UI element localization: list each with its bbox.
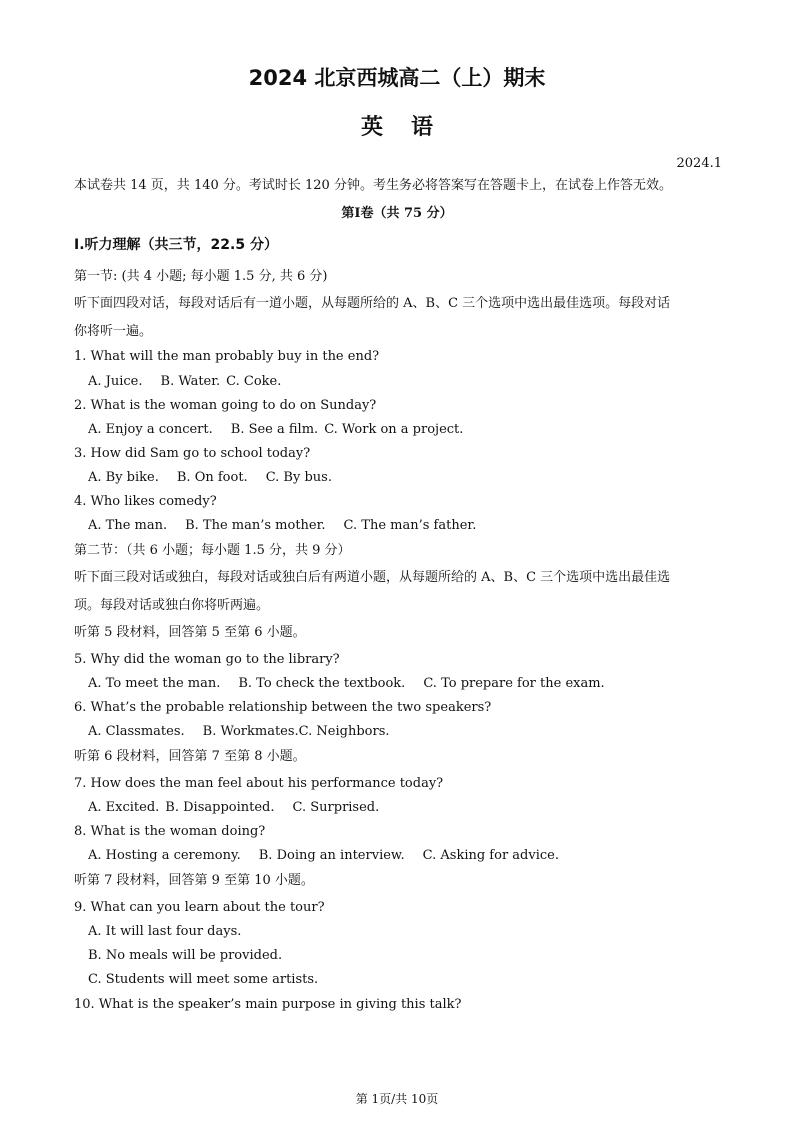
options-6: [88, 723, 390, 741]
option-b: B. Doing an interview.: [258, 848, 405, 863]
option-c: C. Work on a project.: [324, 422, 464, 437]
material-note-5: 听第 5 段材料，回答第 5 至第 6 小题。: [74, 625, 306, 640]
option-c: C. Neighbors.: [298, 724, 390, 739]
option-b: B. Workmates.: [202, 724, 299, 739]
part-title: 第Ⅰ卷（共 75 分）: [341, 206, 453, 221]
option-a: A. The man.: [88, 518, 168, 533]
section-title: Ⅰ.听力理解（共三节，22.5 分）: [74, 237, 278, 253]
option-b: B. No meals will be provided.: [88, 948, 283, 963]
exam-date: 2024.1: [676, 156, 722, 171]
question-3: 3. How did Sam go to school today?: [74, 446, 311, 461]
sub2-instruction-line1: 听下面三段对话或独白，每段对话或独白后有两道小题，从每题所给的 A、B、C 三个选项中选出最佳选: [74, 570, 671, 585]
page-title: 2024 北京西城高二（上）期末: [248, 66, 546, 90]
option-b: B. On foot.: [176, 470, 248, 485]
option-a: A. Classmates.: [88, 724, 185, 739]
options-8: [88, 847, 559, 865]
options-5: [88, 675, 605, 693]
option-a: A. It will last four days.: [88, 924, 242, 939]
option-a: A. Hosting a ceremony.: [88, 848, 241, 863]
option-c: C. By bus.: [265, 470, 332, 485]
option-b: B. The man’s mother.: [185, 518, 326, 533]
question-5: 5. Why did the woman go to the library?: [74, 652, 340, 667]
question-1: 1. What will the man probably buy in the end?: [74, 349, 380, 364]
option-a: A. To meet the man.: [88, 676, 221, 691]
options-1: [88, 373, 281, 391]
option-c: C. Coke.: [226, 374, 282, 389]
option-b: B. Disappointed.: [165, 800, 275, 815]
sub1-heading: 第一节: (共 4 小题; 每小题 1.5 分, 共 6 分): [74, 269, 328, 284]
option-b: B. See a film.: [230, 422, 319, 437]
question-9: 9. What can you learn about the tour?: [74, 900, 325, 915]
options-7: [88, 799, 379, 817]
option-b: B. To check the textbook.: [238, 676, 406, 691]
option-a: A. Juice.: [88, 374, 143, 389]
question-7: 7. How does the man feel about his performance today?: [74, 776, 444, 791]
options-2: [88, 421, 463, 439]
option-a: A. By bike.: [88, 470, 159, 485]
subject-title: 英语: [360, 115, 461, 140]
question-8: 8. What is the woman doing?: [74, 824, 266, 839]
material-note-6: 听第 6 段材料，回答第 7 至第 8 小题。: [74, 749, 306, 764]
option-c: C. The man’s father.: [343, 518, 477, 533]
options-4: [88, 517, 476, 535]
option-b: B. Water.: [160, 374, 221, 389]
question-4: 4. Who likes comedy?: [74, 494, 217, 509]
option-a: A. Excited.: [88, 800, 160, 815]
material-note-7: 听第 7 段材料，回答第 9 至第 10 小题。: [74, 873, 314, 888]
option-c: C. Asking for advice.: [422, 848, 559, 863]
option-c: C. To prepare for the exam.: [423, 676, 605, 691]
option-c: C. Surprised.: [292, 800, 380, 815]
sub1-instruction-line1: 听下面四段对话，每段对话后有一道小题，从每题所给的 A、B、C 三个选项中选出最佳选项。每段对话: [74, 296, 671, 311]
sub2-heading: 第二节：（共 6 小题；每小题 1.5 分，共 9 分）: [74, 543, 351, 558]
option-c: C. Students will meet some artists.: [88, 972, 319, 987]
page-footer: 第 1页/共 10页: [355, 1092, 439, 1106]
question-6: 6. What’s the probable relationship between the two speakers?: [74, 700, 492, 715]
sub1-instruction-line2: 你将听一遍。: [74, 324, 153, 339]
intro-text: 本试卷共 14 页，共 140 分。考试时长 120 分钟。考生务必将答案写在答题卡上，在试卷上作答无效。: [74, 178, 672, 193]
option-a: A. Enjoy a concert.: [88, 422, 213, 437]
question-2: 2. What is the woman going to do on Sunday?: [74, 398, 377, 413]
options-3: [88, 469, 332, 487]
sub2-instruction-line2: 项。每段对话或独白你将听两遍。: [74, 598, 270, 613]
question-10: 10. What is the speaker’s main purpose in giving this talk?: [74, 997, 462, 1012]
